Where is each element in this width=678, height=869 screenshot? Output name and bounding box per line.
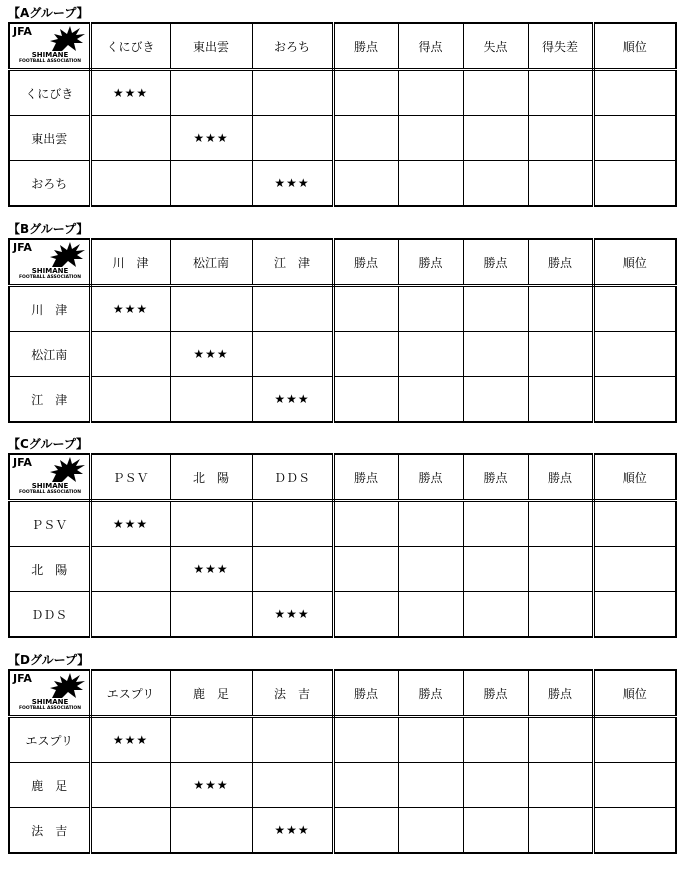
stat-header: 順位 bbox=[593, 454, 676, 501]
logo-mark: JFA bbox=[13, 672, 32, 685]
logo-assoc: FOOTBALL ASSOCIATION bbox=[18, 706, 82, 711]
crow-icon bbox=[46, 456, 86, 483]
column-team-header: 東出雲 bbox=[170, 23, 252, 70]
row-team-name: 松江南 bbox=[9, 332, 90, 377]
self-match-cell: ★★★ bbox=[252, 161, 333, 207]
table-row bbox=[9, 592, 676, 638]
self-match-cell: ★★★ bbox=[90, 717, 170, 763]
stat-cell bbox=[398, 332, 463, 377]
stat-header: 勝点 bbox=[463, 454, 528, 501]
league-table bbox=[8, 238, 677, 423]
column-team-header: 鹿 足 bbox=[170, 670, 252, 717]
stat-cell bbox=[333, 286, 398, 332]
stat-cell bbox=[333, 717, 398, 763]
result-cell bbox=[252, 332, 333, 377]
result-cell bbox=[170, 808, 252, 854]
logo-mark: JFA bbox=[13, 456, 32, 469]
table-row bbox=[9, 377, 676, 423]
column-team-header: ＰＳＶ bbox=[90, 454, 170, 501]
table-row bbox=[9, 161, 676, 207]
stat-cell bbox=[463, 332, 528, 377]
stat-cell bbox=[463, 161, 528, 207]
jfa-shimane-logo bbox=[10, 455, 90, 499]
column-team-header: くにびき bbox=[90, 23, 170, 70]
table-row bbox=[9, 116, 676, 161]
stat-header: 勝点 bbox=[333, 23, 398, 70]
stat-cell bbox=[593, 161, 676, 207]
result-cell bbox=[170, 70, 252, 116]
self-match-cell: ★★★ bbox=[90, 70, 170, 116]
group-title: 【Aグループ】 bbox=[8, 6, 89, 20]
group-title: 【Cグループ】 bbox=[8, 437, 88, 451]
stat-cell bbox=[398, 286, 463, 332]
stat-cell bbox=[528, 161, 593, 207]
stat-cell bbox=[398, 161, 463, 207]
stat-header: 勝点 bbox=[398, 239, 463, 286]
table-row bbox=[9, 501, 676, 547]
result-cell bbox=[170, 377, 252, 423]
result-cell bbox=[252, 763, 333, 808]
stat-cell bbox=[398, 808, 463, 854]
result-cell bbox=[252, 286, 333, 332]
stat-cell bbox=[528, 717, 593, 763]
table-row bbox=[9, 286, 676, 332]
result-cell bbox=[252, 70, 333, 116]
result-cell bbox=[252, 501, 333, 547]
stat-cell bbox=[333, 763, 398, 808]
stat-cell bbox=[463, 763, 528, 808]
row-team-name: 東出雲 bbox=[9, 116, 90, 161]
stat-cell bbox=[593, 332, 676, 377]
stat-cell bbox=[398, 377, 463, 423]
result-cell bbox=[90, 377, 170, 423]
result-cell bbox=[252, 116, 333, 161]
stat-cell bbox=[398, 547, 463, 592]
row-team-name: 北 陽 bbox=[9, 547, 90, 592]
stat-cell bbox=[463, 547, 528, 592]
crow-icon bbox=[46, 25, 86, 52]
column-team-header: 松江南 bbox=[170, 239, 252, 286]
row-team-name: ＤＤＳ bbox=[9, 592, 90, 638]
column-team-header: ＤＤＳ bbox=[252, 454, 333, 501]
stat-cell bbox=[398, 763, 463, 808]
group-b bbox=[8, 222, 676, 432]
header-row bbox=[9, 239, 676, 286]
result-cell bbox=[170, 592, 252, 638]
row-team-name: 鹿 足 bbox=[9, 763, 90, 808]
stat-cell bbox=[528, 763, 593, 808]
stat-cell bbox=[528, 286, 593, 332]
logo-name: SHIMANE bbox=[31, 482, 69, 490]
logo-cell bbox=[9, 23, 90, 70]
stat-cell bbox=[398, 592, 463, 638]
result-cell bbox=[90, 763, 170, 808]
result-cell bbox=[170, 161, 252, 207]
result-cell bbox=[90, 161, 170, 207]
stat-header: 勝点 bbox=[528, 239, 593, 286]
column-team-header: 北 陽 bbox=[170, 454, 252, 501]
logo-name: SHIMANE bbox=[31, 698, 69, 706]
stat-cell bbox=[333, 116, 398, 161]
stat-header: 失点 bbox=[463, 23, 528, 70]
row-team-name: 江 津 bbox=[9, 377, 90, 423]
result-cell bbox=[170, 286, 252, 332]
result-cell bbox=[90, 592, 170, 638]
stat-header: 勝点 bbox=[398, 670, 463, 717]
column-team-header: おろち bbox=[252, 23, 333, 70]
jfa-shimane-logo bbox=[10, 240, 90, 284]
stat-cell bbox=[528, 116, 593, 161]
stat-cell bbox=[528, 70, 593, 116]
stat-cell bbox=[593, 717, 676, 763]
stat-header: 順位 bbox=[593, 670, 676, 717]
self-match-cell: ★★★ bbox=[252, 808, 333, 854]
stat-cell bbox=[333, 332, 398, 377]
header-row bbox=[9, 23, 676, 70]
row-team-name: ＰＳＶ bbox=[9, 501, 90, 547]
stat-header: 勝点 bbox=[333, 670, 398, 717]
stat-cell bbox=[463, 501, 528, 547]
logo-cell bbox=[9, 239, 90, 286]
self-match-cell: ★★★ bbox=[252, 592, 333, 638]
stat-header: 勝点 bbox=[333, 239, 398, 286]
result-cell bbox=[90, 332, 170, 377]
stat-header: 勝点 bbox=[528, 670, 593, 717]
header-row bbox=[9, 454, 676, 501]
stat-cell bbox=[593, 592, 676, 638]
table-row bbox=[9, 808, 676, 854]
logo-mark: JFA bbox=[13, 25, 32, 38]
self-match-cell: ★★★ bbox=[252, 377, 333, 423]
row-team-name: エスプリ bbox=[9, 717, 90, 763]
table-row bbox=[9, 717, 676, 763]
stat-header: 勝点 bbox=[398, 454, 463, 501]
stat-header: 勝点 bbox=[463, 239, 528, 286]
stat-cell bbox=[593, 70, 676, 116]
stat-cell bbox=[593, 808, 676, 854]
result-cell bbox=[90, 808, 170, 854]
row-team-name: くにびき bbox=[9, 70, 90, 116]
logo-assoc: FOOTBALL ASSOCIATION bbox=[18, 59, 82, 64]
row-team-name: 川 津 bbox=[9, 286, 90, 332]
table-row bbox=[9, 332, 676, 377]
stat-cell bbox=[593, 286, 676, 332]
jfa-shimane-logo bbox=[10, 24, 90, 68]
column-team-header: 江 津 bbox=[252, 239, 333, 286]
stat-cell bbox=[593, 501, 676, 547]
stat-header: 得点 bbox=[398, 23, 463, 70]
stat-cell bbox=[528, 808, 593, 854]
self-match-cell: ★★★ bbox=[170, 116, 252, 161]
table-row bbox=[9, 547, 676, 592]
result-cell bbox=[252, 547, 333, 592]
table-row bbox=[9, 70, 676, 116]
stat-cell bbox=[463, 377, 528, 423]
column-team-header: 法 吉 bbox=[252, 670, 333, 717]
self-match-cell: ★★★ bbox=[170, 332, 252, 377]
row-team-name: おろち bbox=[9, 161, 90, 207]
stat-cell bbox=[333, 808, 398, 854]
stat-cell bbox=[463, 116, 528, 161]
header-row bbox=[9, 670, 676, 717]
stat-cell bbox=[463, 717, 528, 763]
stat-header: 順位 bbox=[593, 239, 676, 286]
stat-cell bbox=[398, 717, 463, 763]
logo-name: SHIMANE bbox=[31, 51, 69, 59]
stat-header: 勝点 bbox=[463, 670, 528, 717]
stat-cell bbox=[398, 70, 463, 116]
stat-cell bbox=[528, 377, 593, 423]
self-match-cell: ★★★ bbox=[170, 547, 252, 592]
league-table bbox=[8, 669, 677, 854]
group-c bbox=[8, 437, 676, 647]
stat-cell bbox=[398, 501, 463, 547]
stat-cell bbox=[463, 70, 528, 116]
league-table bbox=[8, 453, 677, 638]
stat-cell bbox=[333, 501, 398, 547]
group-a bbox=[8, 6, 676, 216]
logo-name: SHIMANE bbox=[31, 267, 69, 275]
stat-header: 得失差 bbox=[528, 23, 593, 70]
group-title: 【Dグループ】 bbox=[8, 653, 90, 667]
logo-mark: JFA bbox=[13, 241, 32, 254]
stat-cell bbox=[333, 592, 398, 638]
self-match-cell: ★★★ bbox=[90, 286, 170, 332]
crow-icon bbox=[46, 241, 86, 268]
self-match-cell: ★★★ bbox=[170, 763, 252, 808]
stat-cell bbox=[333, 547, 398, 592]
stat-cell bbox=[593, 547, 676, 592]
league-table bbox=[8, 22, 677, 207]
stat-cell bbox=[463, 808, 528, 854]
stat-header: 勝点 bbox=[528, 454, 593, 501]
row-team-name: 法 吉 bbox=[9, 808, 90, 854]
table-row bbox=[9, 763, 676, 808]
jfa-shimane-logo bbox=[10, 671, 90, 715]
stat-cell bbox=[593, 377, 676, 423]
column-team-header: エスプリ bbox=[90, 670, 170, 717]
stat-header: 順位 bbox=[593, 23, 676, 70]
stat-cell bbox=[463, 286, 528, 332]
stat-cell bbox=[528, 547, 593, 592]
logo-cell bbox=[9, 454, 90, 501]
stat-cell bbox=[333, 70, 398, 116]
stat-cell bbox=[593, 763, 676, 808]
result-cell bbox=[252, 717, 333, 763]
stat-cell bbox=[593, 116, 676, 161]
group-title: 【Bグループ】 bbox=[8, 222, 89, 236]
logo-assoc: FOOTBALL ASSOCIATION bbox=[18, 275, 82, 280]
stat-cell bbox=[333, 377, 398, 423]
result-cell bbox=[90, 116, 170, 161]
stat-header: 勝点 bbox=[333, 454, 398, 501]
crow-icon bbox=[46, 672, 86, 699]
group-d bbox=[8, 653, 676, 863]
column-team-header: 川 津 bbox=[90, 239, 170, 286]
result-cell bbox=[90, 547, 170, 592]
stat-cell bbox=[333, 161, 398, 207]
stat-cell bbox=[398, 116, 463, 161]
stat-cell bbox=[528, 501, 593, 547]
stat-cell bbox=[528, 592, 593, 638]
logo-assoc: FOOTBALL ASSOCIATION bbox=[18, 490, 82, 495]
self-match-cell: ★★★ bbox=[90, 501, 170, 547]
result-cell bbox=[170, 501, 252, 547]
stat-cell bbox=[528, 332, 593, 377]
logo-cell bbox=[9, 670, 90, 717]
result-cell bbox=[170, 717, 252, 763]
stat-cell bbox=[463, 592, 528, 638]
